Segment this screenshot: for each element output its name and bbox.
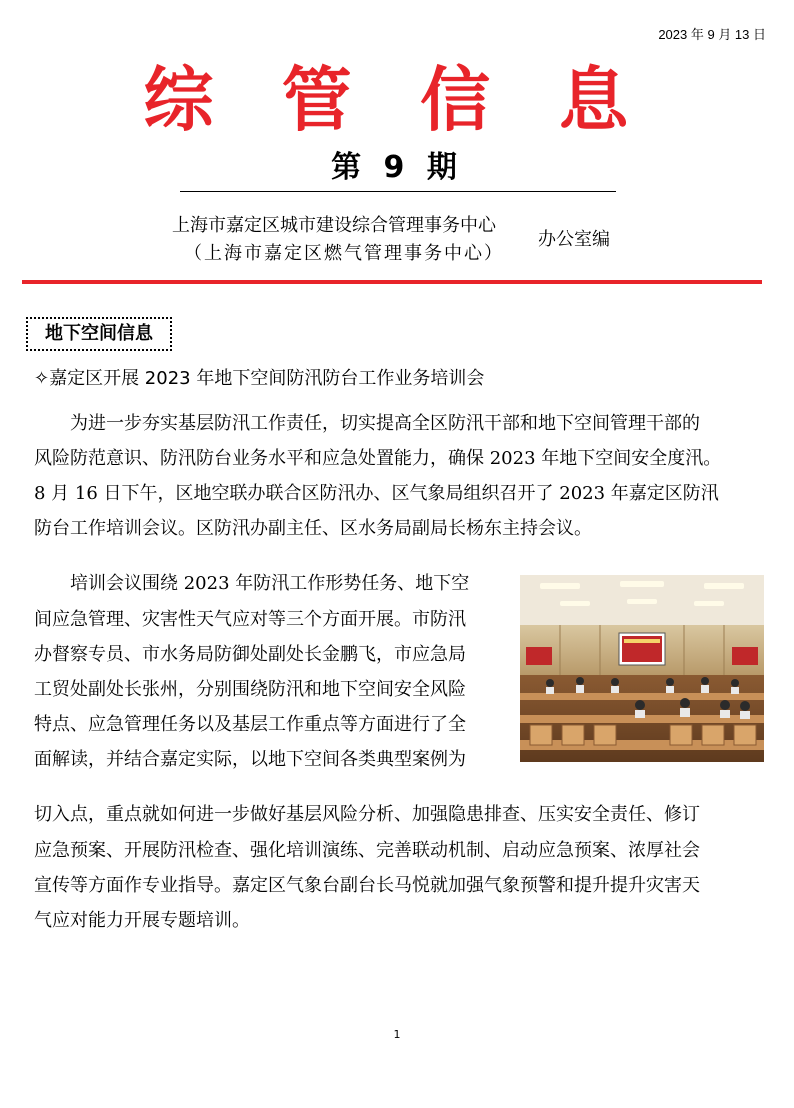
issue-number: 第 9 期 — [331, 150, 463, 185]
red-divider — [22, 280, 762, 284]
paragraph-line: 工贸处副处长张州，分别围绕防汛和地下空间安全风险 — [34, 679, 466, 700]
paragraph-line: 面解读，并结合嘉定实际，以地下空间各类典型案例为 — [34, 749, 466, 770]
page-number: 1 — [393, 1028, 401, 1041]
issue-date: 2023 年 9 月 13 日 — [658, 27, 766, 42]
newsletter-title: 综 管 信 息 — [143, 59, 651, 141]
paragraph-line: 气应对能力开展专题培训。 — [34, 910, 250, 931]
paragraph-line: 为进一步夯实基层防汛工作责任，切实提高全区防汛干部和地下空间管理干部的 — [70, 413, 700, 434]
paragraph-line: 风险防范意识、防汛防台业务水平和应急处置能力，确保 2023 年地下空间安全度汛。 — [34, 448, 722, 469]
paragraph-line: 切入点，重点就如何进一步做好基层风险分析、加强隐患排查、压实安全责任、修订 — [34, 804, 700, 825]
paragraph-line: 间应急管理、灾害性天气应对等三个方面开展。市防汛 — [34, 609, 466, 630]
article-headline: ✧嘉定区开展 2023 年地下空间防汛防台工作业务培训会 — [34, 368, 485, 389]
paragraph-line: 培训会议围绕 2023 年防汛工作形势任务、地下空 — [70, 573, 470, 594]
org-name-line2: （上海市嘉定区燃气管理事务中心） — [184, 243, 504, 264]
paragraph-line: 特点、应急管理任务以及基层工作重点等方面进行了全 — [34, 714, 466, 735]
paragraph-line: 办督察专员、市水务局防御处副处长金鹏飞，市应急局 — [34, 644, 466, 665]
paragraph-line: 8 月 16 日下午，区地空联办联合区防汛办、区气象局组织召开了 2023 年嘉定区防汛 — [34, 483, 719, 504]
org-name-line1: 上海市嘉定区城市建设综合管理事务中心 — [172, 215, 496, 236]
editor-office: 办公室编 — [538, 229, 610, 250]
header-divider — [180, 191, 616, 192]
section-title: 地下空间信息 — [26, 317, 172, 351]
paragraph-line: 宣传等方面作专业指导。嘉定区气象台副台长马悦就加强气象预警和提升提升灾害天 — [34, 875, 700, 896]
meeting-photo — [520, 575, 764, 762]
paragraph-line: 应急预案、开展防汛检查、强化培训演练、完善联动机制、启动应急预案、浓厚社会 — [34, 840, 700, 861]
paragraph-line: 防台工作培训会议。区防汛办副主任、区水务局副局长杨东主持会议。 — [34, 518, 592, 539]
